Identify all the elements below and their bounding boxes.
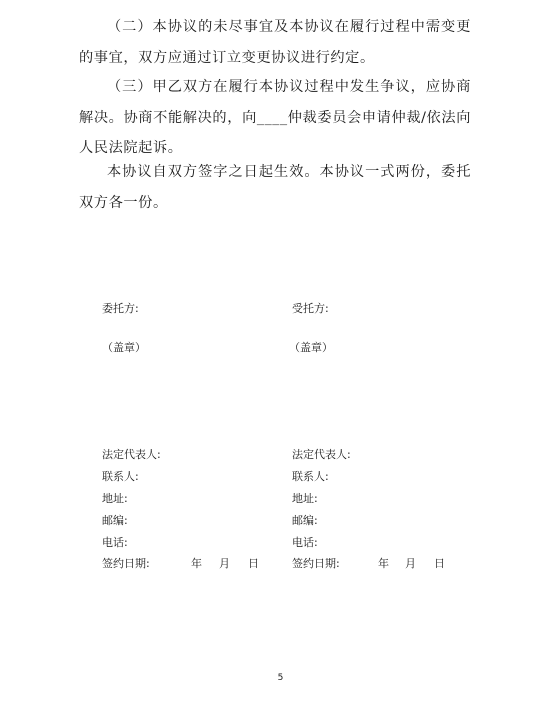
- principal-seal: （盖章）: [102, 341, 146, 354]
- principal-date-label: 签约日期:: [102, 557, 150, 570]
- agent-date-month: 月: [405, 557, 416, 570]
- agent-date-day: 日: [434, 557, 445, 570]
- agent-label: 受托方:: [292, 302, 329, 315]
- principal-postcode: 邮编:: [102, 514, 128, 527]
- agent-seal: （盖章）: [289, 341, 333, 354]
- page-number: 5: [277, 673, 284, 683]
- principal-address: 地址:: [102, 492, 128, 505]
- clause-2-paragraph: （二）本协议的未尽事宜及本协议在履行过程中需变更的事宜，双方应通过订立变更协议进行约定。: [79, 19, 471, 66]
- agent-contact: 联系人:: [292, 470, 329, 483]
- effective-clause-paragraph: 本协议自双方签字之日起生效。本协议一式两份，委托双方各一份。: [79, 164, 471, 211]
- principal-contact: 联系人:: [102, 470, 139, 483]
- principal-legal-rep: 法定代表人:: [102, 448, 161, 461]
- principal-label: 委托方:: [102, 302, 139, 315]
- agent-date-label: 签约日期:: [292, 557, 340, 570]
- agent-address: 地址:: [292, 492, 318, 505]
- agent-phone: 电话:: [292, 536, 318, 549]
- agent-legal-rep: 法定代表人:: [292, 448, 351, 461]
- clause-3-paragraph: （三）甲乙双方在履行本协议过程中发生争议，应协商解决。协商不能解决的，向____仲裁委员会申请仲裁/依法向人民法院起诉。: [79, 79, 471, 156]
- principal-phone: 电话:: [102, 536, 128, 549]
- agent-postcode: 邮编:: [292, 514, 318, 527]
- principal-date-day: 日: [248, 557, 259, 570]
- principal-date-year: 年: [191, 557, 202, 570]
- agent-date-year: 年: [378, 557, 389, 570]
- principal-date-month: 月: [219, 557, 230, 570]
